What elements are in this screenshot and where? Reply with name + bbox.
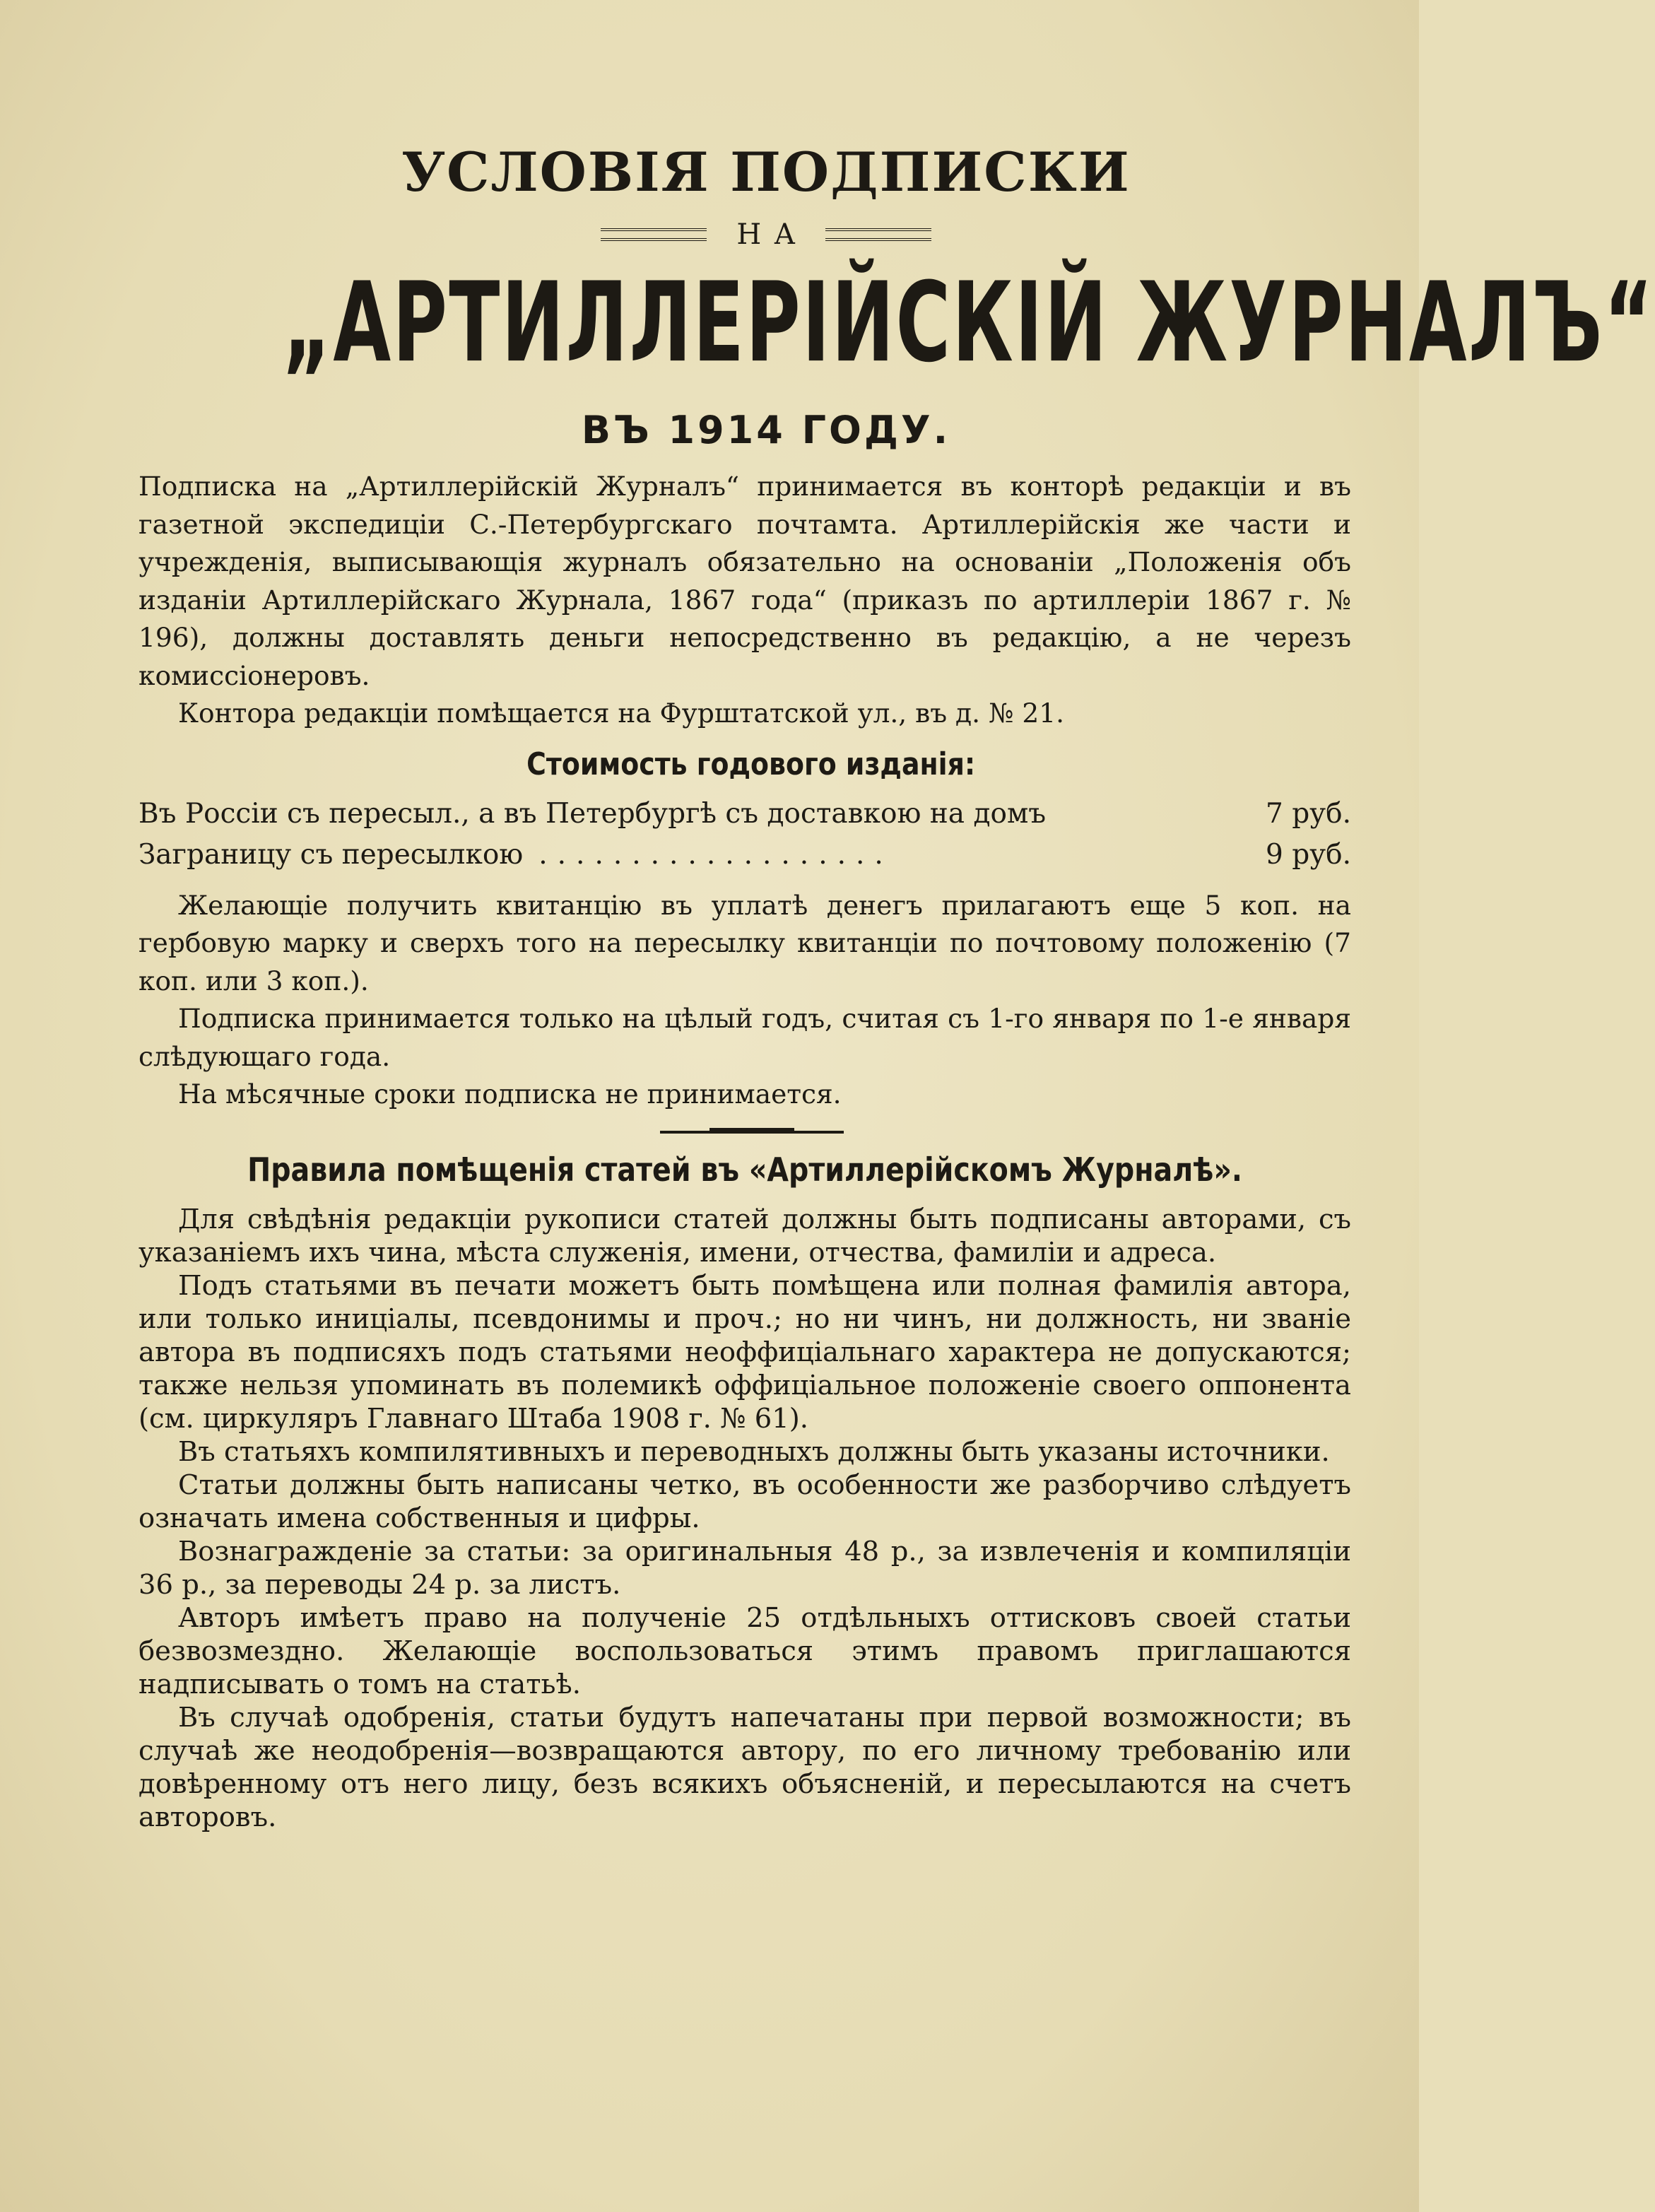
subscription-paragraph-2: Контора редакціи помѣщается на Фурштатской ул., въ д. № 21. xyxy=(178,698,1065,729)
rules-heading: Правила помѣщенія статей въ «Артиллерійскомъ Журналѣ». xyxy=(247,1150,1242,1189)
price-label-russia: Въ Россіи съ пересыл., а въ Петербургѣ съ доставкою на домъ xyxy=(139,797,1047,830)
cost-paragraph-2: Подписка принимается только на цѣлый годъ, считая съ 1-го января по 1-е января слѣдующаго года. xyxy=(139,1003,1351,1072)
price-leader-dots: ................... xyxy=(538,838,893,871)
journal-name: „АРТИЛЛЕРІЙСКІЙ ЖУРНАЛЪ“ xyxy=(282,259,1655,387)
subscription-section xyxy=(139,468,1351,733)
decorative-rule-left xyxy=(601,228,707,241)
rules-paragraph-6: Авторъ имѣетъ право на полученіе 25 отдѣльныхъ оттисковъ своей статьи безвозмездно. Желающіе воспользоваться этимъ правомъ приглашаются надписывать о томъ на статьѣ. xyxy=(139,1601,1351,1700)
price-row-abroad xyxy=(139,835,1351,876)
price-value-abroad: 9 руб. xyxy=(1266,838,1351,871)
rules-section xyxy=(139,1143,1351,1834)
cost-paragraph-1: Желающіе получить квитанцію въ уплатѣ денегъ прилагаютъ еще 5 коп. на гербовую марку и сверхъ того на пересылку квитанціи по почтовому положенію (7 коп. или 3 коп.). xyxy=(139,889,1351,996)
title-connector xyxy=(139,215,1351,254)
cost-heading: Стоимость годового изданія: xyxy=(526,746,976,782)
price-label-abroad: Заграницу съ пересылкою xyxy=(139,838,524,871)
rules-paragraph-1: Для свѣдѣнія редакціи рукописи статей должны быть подписаны авторами, съ указаніемъ ихъ чина, мѣста служенія, имени, отчества, фамиліи и адреса. xyxy=(139,1203,1351,1269)
year-heading: ВЪ 1914 ГОДУ. xyxy=(581,408,951,452)
price-value-russia: 7 руб. xyxy=(1266,797,1351,830)
rules-paragraph-5: Вознагражденіе за статьи: за оригинальныя 48 р., за извлеченія и компиляціи 36 р., за переводы 24 р. за листъ. xyxy=(139,1535,1351,1601)
rules-paragraph-3: Въ статьяхъ компилятивныхъ и переводныхъ должны быть указаны источники. xyxy=(178,1435,1330,1468)
rules-paragraph-4: Статьи должны быть написаны четко, въ особенности же разборчиво слѣдуетъ означать имена собственныя и цифры. xyxy=(139,1469,1351,1534)
cost-paragraph-3: На мѣсячные сроки подписка не принимается. xyxy=(178,1078,842,1110)
price-row-russia xyxy=(139,794,1351,835)
rules-paragraph-2: Подъ статьями въ печати можетъ быть помѣщена или полная фамилія автора, или только иниціалы, псевдонимы и проч.; но ни чинъ, ни должность, ни званіе автора въ подписяхъ подъ статьями неоффиціальнаго характера не допускаются; также нельзя упоминать въ полемикѣ оффиціальное положеніе своего оппонента (см. циркуляръ Главнаго Штаба 1908 г. № 61). xyxy=(139,1269,1351,1435)
rules-paragraph-7: Въ случаѣ одобренія, статьи будутъ напечатаны при первой возможности; въ случаѣ же неодобренія—возвращаются автору, по его личному требованію или довѣренному отъ него лицу, безъ всякихъ объясненій, и пересылаются на счетъ авторовъ. xyxy=(139,1701,1351,1833)
page-title: УСЛОВІЯ ПОДПИСКИ xyxy=(401,141,1131,204)
cost-section xyxy=(139,740,1351,1114)
decorative-rule-right xyxy=(825,228,931,241)
subscription-paragraph-1: Подписка на „Артиллерійскій Журналъ“ принимается въ конторѣ редакціи и въ газетной экспедиціи С.-Петербургскаго почтамта. Артиллерійскія же части и учрежденія, выписывающія журналъ обязательно на основаніи „Положенія объ изданіи Артиллерійскаго Журнала, 1867 года“ (приказъ по артиллеріи 1867 г. № 196), должны доставлять деньги непосредственно въ редакцію, а не черезъ комиссіонеровъ. xyxy=(139,471,1351,691)
section-divider xyxy=(660,1131,844,1134)
na-word: НА xyxy=(736,218,808,251)
